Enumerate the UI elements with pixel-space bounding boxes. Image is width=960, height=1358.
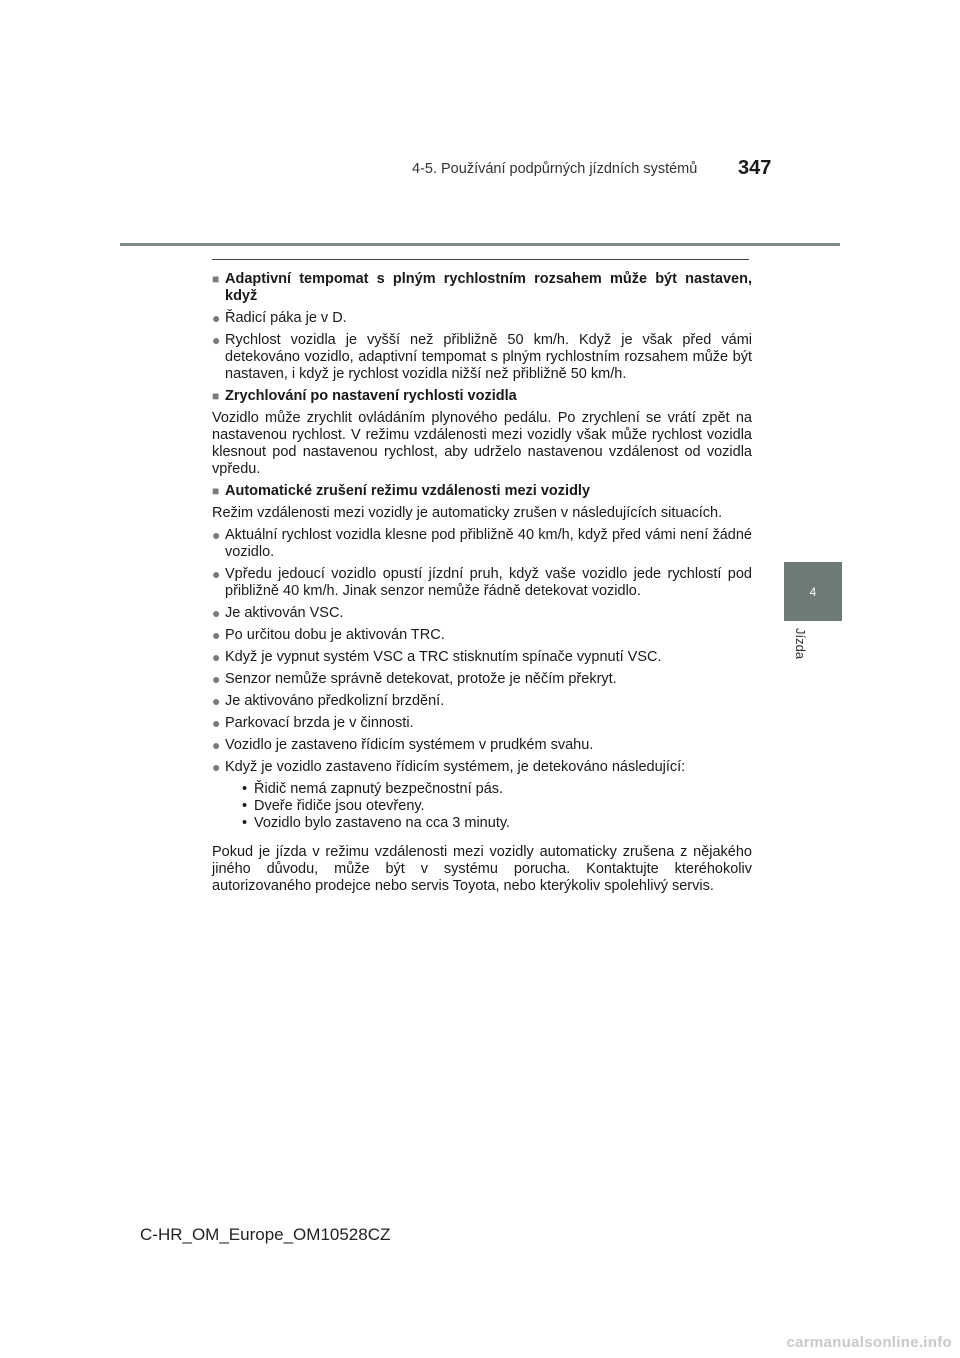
- list-item: ● Po určitou dobu je aktivován TRC.: [212, 627, 445, 643]
- small-bullet-icon: •: [242, 798, 248, 814]
- section-title-3: ■ Automatické zrušení režimu vzdálenosti mezi vozidly: [212, 483, 591, 499]
- circle-bullet-icon: ●: [212, 693, 221, 709]
- square-bullet-icon: ■: [212, 272, 220, 286]
- sub-list-item: • Vozidlo bylo zastaveno na cca 3 minuty.: [242, 815, 511, 831]
- page-number: 347: [738, 157, 772, 179]
- circle-bullet-icon: ●: [212, 737, 221, 753]
- list-item: ● Rychlost vozidla je vyšší než přibližně 50 km/h. Když je však před vámi detekováno vozidlo, adaptivní tempomat s plným rychlostním rozsahem může být nastaven, i když je rychlost vozidla nižší než přibližně 50 km/h.: [212, 332, 752, 382]
- small-bullet-icon: •: [242, 781, 248, 797]
- closing-text: Pokud je jízda v režimu vzdálenosti mezi vozidly automaticky zrušena z nějakého jiného důvodu, může být v systému porucha. Kontaktujte kteréhokoliv autorizovaného prodejce nebo servis Toyota, nebo kterýkoliv spolehlivý servis.: [212, 844, 752, 894]
- section-title-2: ■ Zrychlování po nastavení rychlosti vozidla: [212, 388, 517, 404]
- circle-bullet-icon: ●: [212, 715, 221, 731]
- chapter-label: Jízda: [793, 628, 808, 660]
- circle-bullet-icon: ●: [212, 759, 221, 775]
- list-item: ● Vozidlo je zastaveno řídicím systémem v prudkém svahu.: [212, 737, 594, 753]
- small-bullet-icon: •: [242, 815, 248, 831]
- sub-list-item: • Řidič nemá zapnutý bezpečnostní pás.: [242, 781, 504, 797]
- list-item: ● Je aktivován VSC.: [212, 605, 344, 621]
- document-code: C-HR_OM_Europe_OM10528CZ: [140, 1225, 391, 1244]
- square-bullet-icon: ■: [212, 484, 220, 498]
- list-item: ● Parkovací brzda je v činnosti.: [212, 715, 414, 731]
- section-text: Režim vzdálenosti mezi vozidly je automaticky zrušen v následujících situacích.: [212, 505, 723, 521]
- list-item: ● Vpředu jedoucí vozidlo opustí jízdní pruh, když vaše vozidlo jede rychlostí pod přibližně 40 km/h. Jinak senzor nemůže řádně detekovat vozidlo.: [212, 566, 752, 599]
- content-rule: [212, 259, 749, 260]
- sub-list: [242, 781, 752, 832]
- square-bullet-icon: ■: [212, 389, 220, 403]
- circle-bullet-icon: ●: [212, 566, 221, 582]
- list-item: ● Senzor nemůže správně detekovat, protože je něčím překryt.: [212, 671, 617, 687]
- section-header: 4-5. Používání podpůrných jízdních systémů: [412, 161, 698, 177]
- circle-bullet-icon: ●: [212, 627, 221, 643]
- list-item: ● Je aktivováno předkolizní brzdění.: [212, 693, 445, 709]
- list-item: ● Když je vypnut systém VSC a TRC stisknutím spínače vypnutí VSC.: [212, 649, 662, 665]
- list-item: ● Když je vozidlo zastaveno řídicím systémem, je detekováno následující:: [212, 759, 686, 775]
- sub-list-item: • Dveře řidiče jsou otevřeny.: [242, 798, 425, 814]
- watermark[interactable]: carmanualsonline.info: [786, 1334, 952, 1351]
- section-text: Vozidlo může zrychlit ovládáním plynového pedálu. Po zrychlení se vrátí zpět na nastavenou rychlost. V režimu vzdálenosti mezi vozidly však může rychlost vozidla klesnout pod nastavenou rychlost, aby udrželo nastavenou vzdálenost od vozidla vpředu.: [212, 410, 752, 477]
- header-rule: [120, 243, 840, 246]
- circle-bullet-icon: ●: [212, 605, 221, 621]
- circle-bullet-icon: ●: [212, 332, 221, 348]
- chapter-tab[interactable]: [784, 562, 842, 621]
- section-title-1: ■ Adaptivní tempomat s plným rychlostním rozsahem může být nastaven, když: [212, 271, 752, 304]
- list-item: ● Řadicí páka je v D.: [212, 310, 347, 326]
- page-content: [212, 266, 752, 895]
- circle-bullet-icon: ●: [212, 671, 221, 687]
- list-item: ● Aktuální rychlost vozidla klesne pod přibližně 40 km/h, když před vámi není žádné vozidlo.: [212, 527, 752, 560]
- circle-bullet-icon: ●: [212, 527, 221, 543]
- circle-bullet-icon: ●: [212, 310, 221, 326]
- chapter-number: 4: [809, 584, 817, 599]
- circle-bullet-icon: ●: [212, 649, 221, 665]
